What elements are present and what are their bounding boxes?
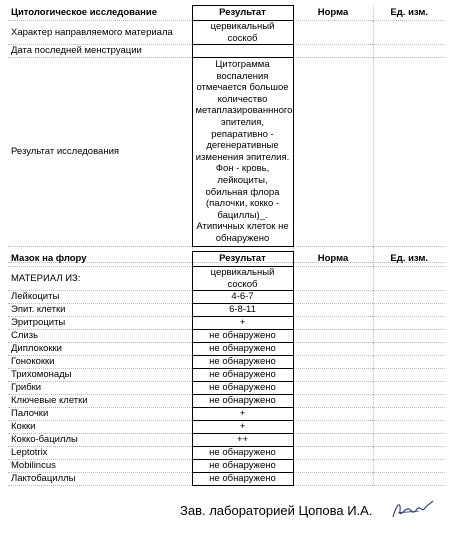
- row-label: Кокко-бациллы: [8, 434, 192, 447]
- row-label: Диплококки: [8, 343, 192, 356]
- smear-table: [8, 251, 445, 486]
- row-norm: [293, 356, 373, 369]
- row-unit: [373, 473, 445, 486]
- row-result: +: [192, 421, 293, 434]
- row-label: Лактобациллы: [8, 473, 192, 486]
- row-label: Слизь: [8, 330, 192, 343]
- row-label: Характер направляемого материала: [8, 21, 192, 45]
- table-row: [8, 369, 445, 382]
- smear-header-name: Мазок на флору: [8, 252, 192, 267]
- row-result: +: [192, 317, 293, 330]
- row-norm: [293, 45, 373, 58]
- row-result: не обнаружено: [192, 330, 293, 343]
- row-norm: [293, 304, 373, 317]
- row-unit: [373, 369, 445, 382]
- row-norm: [293, 473, 373, 486]
- table-row: [8, 460, 445, 473]
- row-unit: [373, 356, 445, 369]
- row-label: Результат исследования: [8, 58, 192, 247]
- row-norm: [293, 395, 373, 408]
- row-label: Гонококки: [8, 356, 192, 369]
- row-norm: [293, 330, 373, 343]
- smear-header-row: [8, 252, 445, 267]
- row-norm: [293, 343, 373, 356]
- table-row: [8, 304, 445, 317]
- row-norm: [293, 460, 373, 473]
- row-result: не обнаружено: [192, 395, 293, 408]
- row-norm: [293, 421, 373, 434]
- table-row: [8, 291, 445, 304]
- row-unit: [373, 317, 445, 330]
- row-result: [192, 45, 293, 58]
- row-unit: [373, 21, 445, 45]
- row-unit: [373, 434, 445, 447]
- row-result: не обнаружено: [192, 356, 293, 369]
- row-norm: [293, 21, 373, 45]
- row-unit: [373, 291, 445, 304]
- row-result: не обнаружено: [192, 369, 293, 382]
- row-label: Лейкоциты: [8, 291, 192, 304]
- row-result: цервикальный соскоб: [192, 267, 293, 291]
- row-label: Эритроциты: [8, 317, 192, 330]
- row-norm: [293, 434, 373, 447]
- row-result: ++: [192, 434, 293, 447]
- row-result: не обнаружено: [192, 382, 293, 395]
- cytology-table: [8, 5, 445, 263]
- row-norm: [293, 58, 373, 247]
- row-result: цервикальный соскоб: [192, 21, 293, 45]
- cytology-header-row: [8, 6, 445, 21]
- row-result: не обнаружено: [192, 460, 293, 473]
- table-row: [8, 45, 445, 58]
- table-row: [8, 343, 445, 356]
- table-row: [8, 434, 445, 447]
- row-unit: [373, 304, 445, 317]
- table-row: [8, 395, 445, 408]
- row-unit: [373, 382, 445, 395]
- row-result: 6-8-11: [192, 304, 293, 317]
- table-row: [8, 447, 445, 460]
- row-label: Кокки: [8, 421, 192, 434]
- row-norm: [293, 291, 373, 304]
- row-unit: [373, 58, 445, 247]
- signature-line: Зав. лабораторией Цопова И.А.: [180, 503, 373, 518]
- row-norm: [293, 369, 373, 382]
- table-row: [8, 317, 445, 330]
- cytology-header-name: Цитологическое исследование: [8, 6, 192, 21]
- row-unit: [373, 343, 445, 356]
- table-row: [8, 408, 445, 421]
- cytology-header-unit: Ед. изм.: [390, 7, 429, 18]
- row-unit: [373, 408, 445, 421]
- row-result: 4-6-7: [192, 291, 293, 304]
- table-row: [8, 421, 445, 434]
- table-row: [8, 58, 445, 247]
- row-result: не обнаружено: [192, 343, 293, 356]
- table-row: [8, 356, 445, 369]
- row-result: не обнаружено: [192, 473, 293, 486]
- row-label: Mobilincus: [8, 460, 192, 473]
- row-norm: [293, 267, 373, 291]
- row-norm: [293, 447, 373, 460]
- table-row: [8, 473, 445, 486]
- row-unit: [373, 45, 445, 58]
- table-row: [8, 267, 445, 291]
- row-result: не обнаружено: [192, 447, 293, 460]
- smear-header-norm: Норма: [293, 252, 373, 267]
- row-unit: [373, 421, 445, 434]
- row-result: Цитограмма воспаления отмечается большое количество метаплазированнного эпителия, репаративно - дегенеративные изменения эпителия. Фон - кровь, лейкоциты, обильная флора (палочки, кокко - бациллы)_. Атипичных клеток не обнаружено: [192, 58, 293, 247]
- row-label: Палочки: [8, 408, 192, 421]
- row-label: МАТЕРИАЛ ИЗ:: [8, 267, 192, 291]
- row-label: Leptotrix: [8, 447, 192, 460]
- smear-header-unit: Ед. изм.: [390, 253, 429, 264]
- row-unit: [373, 330, 445, 343]
- row-label: Дата последней менструации: [8, 45, 192, 58]
- row-norm: [293, 382, 373, 395]
- smear-header-result: Результат: [192, 252, 293, 267]
- row-result: +: [192, 408, 293, 421]
- row-label: Эпит. клетки: [8, 304, 192, 317]
- table-row: [8, 21, 445, 45]
- table-row: [8, 382, 445, 395]
- row-label: Грибки: [8, 382, 192, 395]
- row-unit: [373, 460, 445, 473]
- handwritten-signature: [389, 497, 435, 523]
- row-norm: [293, 408, 373, 421]
- row-unit: [373, 267, 445, 291]
- row-label: Трихомонады: [8, 369, 192, 382]
- cytology-header-norm: Норма: [293, 6, 373, 21]
- row-label: Ключевые клетки: [8, 395, 192, 408]
- table-row: [8, 330, 445, 343]
- row-unit: [373, 395, 445, 408]
- cytology-header-result: Результат: [192, 6, 293, 21]
- row-norm: [293, 317, 373, 330]
- row-unit: [373, 447, 445, 460]
